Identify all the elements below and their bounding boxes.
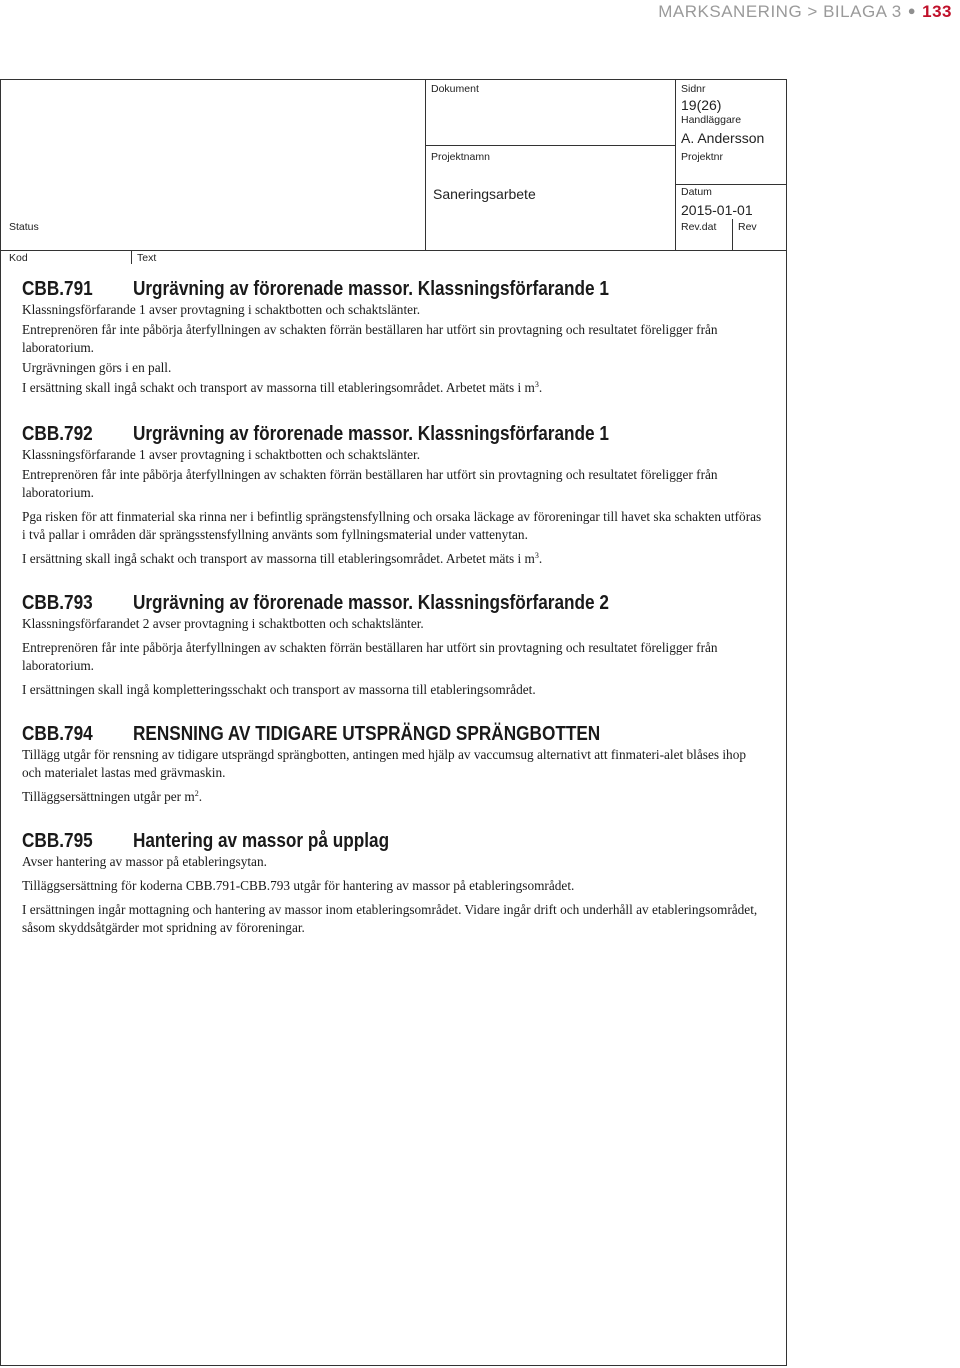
kod-label: Kod: [9, 252, 28, 264]
section-cbb-792: [22, 423, 762, 568]
projektnamn-label: Projektnamn: [431, 151, 490, 163]
section-heading: [22, 830, 658, 852]
paragraph: Entreprenören får inte påbörja återfyllningen av schakten förrän beställaren har utfört sin provtagning och resultatet föreligger från laboratorium.: [22, 640, 718, 673]
projektnr-label: Projektnr: [681, 151, 724, 163]
paragraph: Tilläggsersättningen utgår per $m^2$.: [22, 789, 203, 804]
running-header: [658, 0, 952, 22]
paragraph: Pga risken för att finmaterial ska rinna ner i befintlig sprängstensfyllning och orsaka läckage av föroreningar till havet ska schakten utföras i två pallar i områden där sprängsstensfyllning använts som fyllningsmaterial under vattenytan.: [22, 509, 762, 542]
section-heading: [22, 723, 658, 745]
paragraph: I ersättning skall ingå schakt och transport av massorna till etableringsområdet. Arbetet mäts i $m^3$.: [22, 380, 543, 395]
paragraph: I ersättning skall ingå schakt och transport av massorna till etableringsområdet. Arbetet mäts i $m^3$.: [22, 551, 543, 566]
paragraph: I ersättningen ingår mottagning och hantering av massor inom etableringsområdet. Vidare ingår drift och underhåll av etableringsområdet, såsom skyddsåtgärder mot spridning av föroreningar.: [22, 902, 758, 935]
paragraph: Klassningsförfarandet 2 avser provtagning i schaktbotten och schaktslänter.: [22, 616, 424, 631]
paragraph: Entreprenören får inte påbörja återfyllningen av schakten förrän beställaren har utfört sin provtagning och resultatet föreligger från laboratorium.: [22, 322, 718, 355]
sidnr-label: Sidnr: [681, 83, 706, 95]
document-body: [22, 278, 762, 955]
paragraph: Urgrävningen görs i en pall.: [22, 360, 172, 375]
section-heading: [22, 592, 658, 614]
paragraph: I ersättningen skall ingå kompletteringsschakt och transport av massorna till etableringsområdet.: [22, 682, 536, 697]
section-code: CBB.793: [22, 592, 93, 614]
running-header-separator: >: [807, 2, 818, 21]
section-title: RENSNING AV TIDIGARE UTSPRÄNGD SPRÄNGBOTTEN: [132, 723, 601, 745]
paragraph: Klassningsförfarande 1 avser provtagning i schaktbotten och schaktslänter.: [22, 302, 421, 317]
section-title: Urgrävning av förorenade massor. Klassningsförfarande 2: [132, 592, 609, 614]
section-heading: [22, 423, 658, 445]
sidnr-value: 19(26): [681, 97, 722, 113]
section-code: CBB.795: [22, 830, 93, 852]
section-title: Urgrävning av förorenade massor. Klassningsförfarande 1: [132, 423, 609, 445]
paragraph: Tilläggsersättning för koderna CBB.791-CBB.793 utgår för hantering av massor på etableringsområdet.: [22, 878, 575, 893]
projektnamn-value: Saneringsarbete: [433, 186, 536, 202]
dokument-label: Dokument: [431, 83, 479, 95]
paragraph: Klassningsförfarande 1 avser provtagning i schaktbotten och schaktslänter.: [22, 447, 421, 462]
section-cbb-795: [22, 830, 762, 937]
paragraph: Tillägg utgår för rensning av tidigare utsprängd sprängbotten, antingen med hjälp av vaccumsug alternativt att finmateri-alet blåses ihop och materialet lastas med grävmaskin.: [22, 747, 746, 780]
handlaggare-label: Handläggare: [681, 114, 742, 126]
page-number: 133: [922, 2, 952, 21]
rev-label: Rev: [738, 221, 757, 233]
status-label: Status: [9, 221, 39, 233]
section-cbb-793: [22, 592, 762, 699]
bullet-dot-icon: ●: [907, 3, 917, 18]
revdat-label: Rev.dat: [681, 221, 717, 233]
section-cbb-794: [22, 723, 762, 806]
text-label: Text: [137, 252, 157, 264]
section-code: CBB.794: [22, 723, 93, 745]
paragraph: Entreprenören får inte påbörja återfyllningen av schakten förrän beställaren har utfört sin provtagning och resultatet föreligger från laboratorium.: [22, 467, 718, 500]
section-cbb-791: [22, 278, 762, 397]
section-heading: [22, 278, 658, 300]
running-header-appendix: BILAGA 3: [823, 2, 902, 21]
running-header-section: MARKSANERING: [658, 2, 803, 21]
section-code: CBB.792: [22, 423, 93, 445]
handlaggare-value: A. Andersson: [681, 130, 765, 146]
datum-label: Datum: [681, 186, 712, 198]
section-code: CBB.791: [22, 278, 93, 300]
datum-value: 2015-01-01: [681, 202, 753, 218]
section-title: Urgrävning av förorenade massor. Klassningsförfarande 1: [132, 278, 609, 300]
section-title: Hantering av massor på upplag: [132, 830, 390, 852]
paragraph: Avser hantering av massor på etableringsytan.: [22, 854, 267, 869]
